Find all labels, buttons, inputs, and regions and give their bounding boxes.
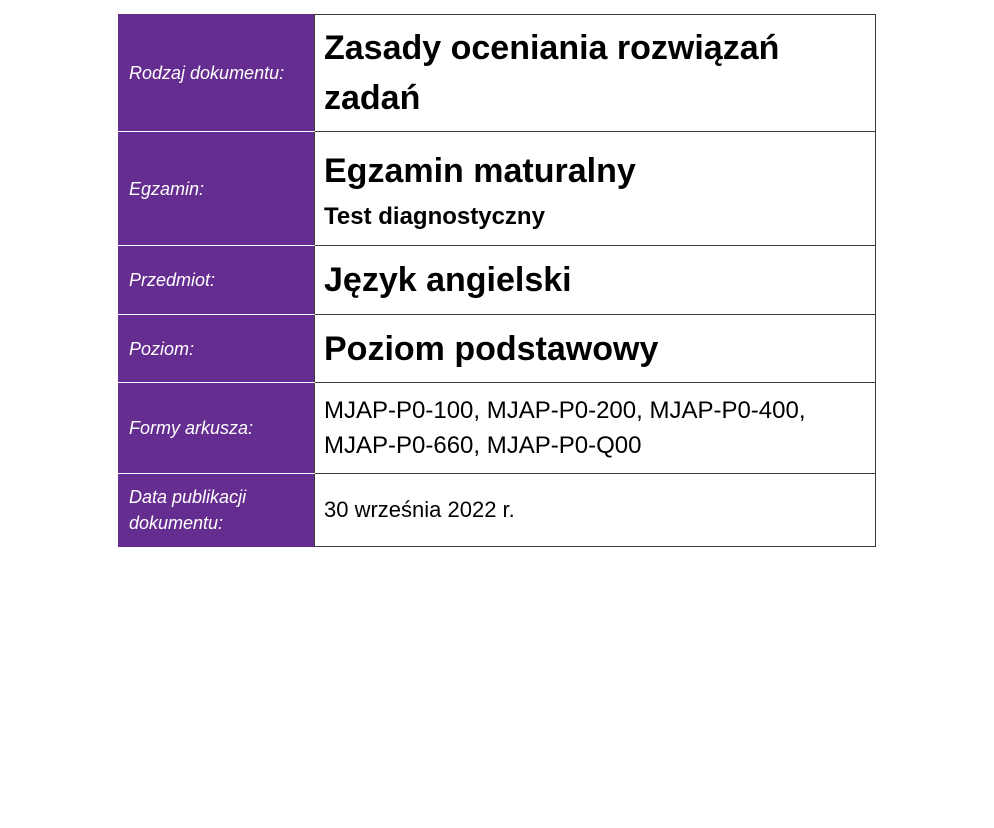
document-type-cell [315, 15, 876, 132]
subject-label: Przedmiot: [119, 246, 315, 315]
sheet-forms-label: Formy arkusza: [119, 383, 315, 474]
sheet-forms-cell [315, 383, 876, 474]
exam-label: Egzamin: [119, 132, 315, 246]
exam-row [119, 132, 876, 246]
sheet-forms-value: MJAP-P0-100, MJAP-P0-200, MJAP-P0-400, MJAP-P0-660, MJAP-P0-Q00 [324, 397, 806, 459]
publication-date-label: Data publikacji dokumentu: [119, 474, 315, 547]
level-cell [315, 315, 876, 383]
document-type-label: Rodzaj dokumentu: [119, 15, 315, 132]
level-value: Poziom podstawowy [324, 329, 659, 368]
document-type-value: Zasady oceniania rozwiązań zadań [324, 29, 780, 117]
level-row [119, 315, 876, 383]
document-info-table [118, 14, 876, 547]
sheet-forms-row [119, 383, 876, 474]
publication-date-cell [315, 474, 876, 547]
subject-row [119, 246, 876, 315]
document-type-row [119, 15, 876, 132]
exam-cell [315, 132, 876, 246]
publication-date-value: 30 września 2022 r. [324, 497, 515, 522]
level-label: Poziom: [119, 315, 315, 383]
exam-subvalue: Test diagnostyczny [324, 202, 545, 230]
exam-value: Egzamin maturalny [324, 151, 636, 190]
subject-value: Język angielski [324, 261, 572, 299]
subject-cell [315, 246, 876, 315]
publication-date-row [119, 474, 876, 547]
